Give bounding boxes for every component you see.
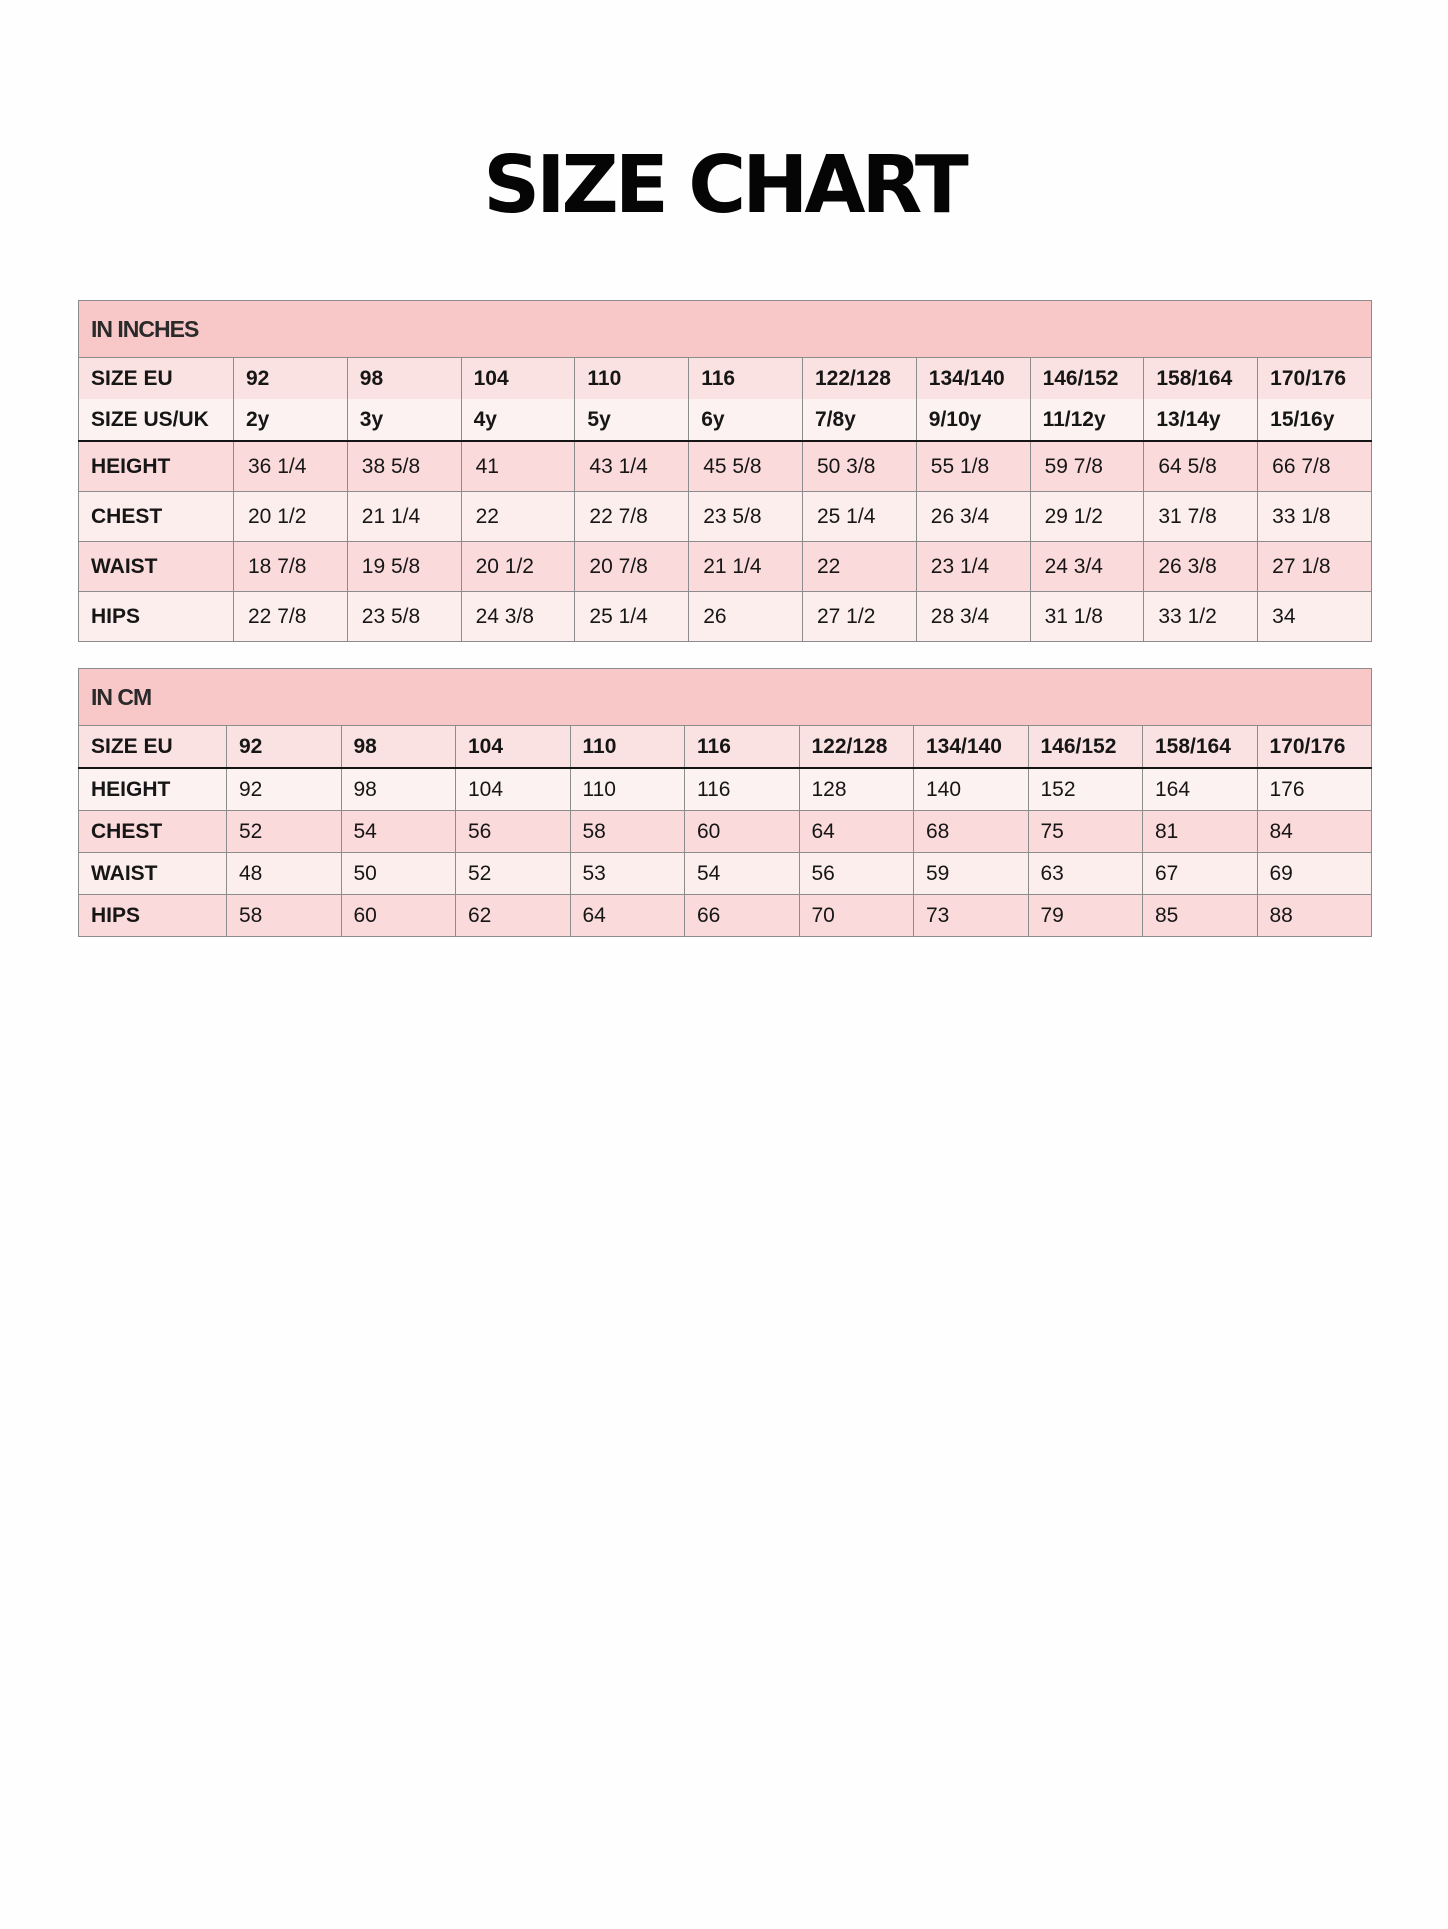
table-cell: 116: [685, 768, 800, 811]
size-us-cell: 15/16y: [1258, 399, 1372, 441]
size-eu-cell: 158/164: [1144, 358, 1258, 400]
row-label: WAIST: [79, 542, 234, 592]
table-cell: 20 1/2: [234, 492, 348, 542]
size-eu-cell: 122/128: [799, 726, 914, 769]
table-cell: 26 3/8: [1144, 542, 1258, 592]
size-eu-cell: 92: [234, 358, 348, 400]
table-cell: 92: [227, 768, 342, 811]
table-row: [79, 592, 1372, 642]
table-cell: 56: [799, 853, 914, 895]
table-cell: 64: [570, 895, 685, 937]
size-us-cell: 13/14y: [1144, 399, 1258, 441]
table-cell: 140: [914, 768, 1029, 811]
size-us-cell: 9/10y: [916, 399, 1030, 441]
table-cell: 66: [685, 895, 800, 937]
table-cell: 104: [456, 768, 571, 811]
table-cell: 26 3/4: [916, 492, 1030, 542]
row-label: CHEST: [79, 811, 227, 853]
size-eu-cell: 116: [689, 358, 803, 400]
size-eu-cell: 98: [347, 358, 461, 400]
table-cell: 48: [227, 853, 342, 895]
table-cell: 36 1/4: [234, 441, 348, 492]
table-cell: 54: [341, 811, 456, 853]
table-cell: 25 1/4: [802, 492, 916, 542]
size-eu-cell: 134/140: [916, 358, 1030, 400]
size-eu-cell: 170/176: [1258, 358, 1372, 400]
table-cell: 24 3/8: [461, 592, 575, 642]
table-cell: 66 7/8: [1258, 441, 1372, 492]
table-row: [79, 768, 1372, 811]
table-cell: 31 1/8: [1030, 592, 1144, 642]
table-cell: 64 5/8: [1144, 441, 1258, 492]
table-cell: 33 1/2: [1144, 592, 1258, 642]
size-eu-cell: 104: [456, 726, 571, 769]
table-row: [79, 895, 1372, 937]
table-cell: 53: [570, 853, 685, 895]
table-cell: 41: [461, 441, 575, 492]
table-cell: 23 5/8: [689, 492, 803, 542]
table-cell: 85: [1143, 895, 1258, 937]
table-cell: 164: [1143, 768, 1258, 811]
table-row: [79, 542, 1372, 592]
table-cell: 27 1/8: [1258, 542, 1372, 592]
table-cell: 27 1/2: [802, 592, 916, 642]
table-cell: 22 7/8: [234, 592, 348, 642]
table-cell: 22: [802, 542, 916, 592]
size-eu-cell: 146/152: [1028, 726, 1143, 769]
table-cell: 45 5/8: [689, 441, 803, 492]
table-cell: 18 7/8: [234, 542, 348, 592]
table-cell: 152: [1028, 768, 1143, 811]
table-cell: 63: [1028, 853, 1143, 895]
row-label: WAIST: [79, 853, 227, 895]
cm-size-table: [78, 668, 1372, 937]
table-cell: 50: [341, 853, 456, 895]
table-cell: 58: [227, 895, 342, 937]
row-label: HEIGHT: [79, 768, 227, 811]
table-row: [79, 492, 1372, 542]
table-cell: 59: [914, 853, 1029, 895]
size-us-cell: 3y: [347, 399, 461, 441]
size-eu-cell: 110: [570, 726, 685, 769]
table-cell: 98: [341, 768, 456, 811]
table-cell: 64: [799, 811, 914, 853]
cm-section-header: IN CM: [79, 669, 1372, 726]
table-cell: 23 1/4: [916, 542, 1030, 592]
table-cell: 60: [341, 895, 456, 937]
size-eu-cell: 110: [575, 358, 689, 400]
table-cell: 31 7/8: [1144, 492, 1258, 542]
table-cell: 84: [1257, 811, 1372, 853]
table-cell: 20 7/8: [575, 542, 689, 592]
table-cell: 25 1/4: [575, 592, 689, 642]
table-cell: 110: [570, 768, 685, 811]
table-cell: 58: [570, 811, 685, 853]
table-cell: 81: [1143, 811, 1258, 853]
inches-size-eu-row: [79, 358, 1372, 400]
table-cell: 70: [799, 895, 914, 937]
size-eu-cell: 158/164: [1143, 726, 1258, 769]
table-cell: 88: [1257, 895, 1372, 937]
table-cell: 19 5/8: [347, 542, 461, 592]
size-us-cell: 7/8y: [802, 399, 916, 441]
table-cell: 24 3/4: [1030, 542, 1144, 592]
table-cell: 28 3/4: [916, 592, 1030, 642]
table-cell: 52: [456, 853, 571, 895]
size-eu-cell: 146/152: [1030, 358, 1144, 400]
table-row: [79, 441, 1372, 492]
row-label: HEIGHT: [79, 441, 234, 492]
inches-size-us-row: [79, 399, 1372, 441]
table-cell: 55 1/8: [916, 441, 1030, 492]
table-cell: 59 7/8: [1030, 441, 1144, 492]
size-eu-cell: 170/176: [1257, 726, 1372, 769]
size-us-cell: 11/12y: [1030, 399, 1144, 441]
table-cell: 73: [914, 895, 1029, 937]
size-us-cell: 2y: [234, 399, 348, 441]
size-us-cell: 4y: [461, 399, 575, 441]
size-us-cell: 6y: [689, 399, 803, 441]
size-eu-cell: 134/140: [914, 726, 1029, 769]
row-label: SIZE EU: [79, 358, 234, 400]
table-cell: 29 1/2: [1030, 492, 1144, 542]
cm-size-eu-row: [79, 726, 1372, 769]
size-eu-cell: 92: [227, 726, 342, 769]
table-cell: 21 1/4: [347, 492, 461, 542]
inches-section-header: IN INCHES: [79, 301, 1372, 358]
table-cell: 22 7/8: [575, 492, 689, 542]
table-cell: 69: [1257, 853, 1372, 895]
row-label: HIPS: [79, 895, 227, 937]
table-row: [79, 853, 1372, 895]
page-title: SIZE CHART: [483, 139, 965, 231]
table-cell: 128: [799, 768, 914, 811]
table-cell: 75: [1028, 811, 1143, 853]
row-label: CHEST: [79, 492, 234, 542]
row-label: HIPS: [79, 592, 234, 642]
table-cell: 33 1/8: [1258, 492, 1372, 542]
row-label: SIZE EU: [79, 726, 227, 769]
table-cell: 38 5/8: [347, 441, 461, 492]
table-cell: 176: [1257, 768, 1372, 811]
size-us-cell: 5y: [575, 399, 689, 441]
table-cell: 34: [1258, 592, 1372, 642]
table-cell: 68: [914, 811, 1029, 853]
table-cell: 56: [456, 811, 571, 853]
table-cell: 26: [689, 592, 803, 642]
table-cell: 20 1/2: [461, 542, 575, 592]
table-cell: 62: [456, 895, 571, 937]
table-cell: 79: [1028, 895, 1143, 937]
inches-size-table: [78, 300, 1372, 642]
table-cell: 60: [685, 811, 800, 853]
size-eu-cell: 104: [461, 358, 575, 400]
row-label: SIZE US/UK: [79, 399, 234, 441]
size-eu-cell: 98: [341, 726, 456, 769]
table-cell: 50 3/8: [802, 441, 916, 492]
table-cell: 52: [227, 811, 342, 853]
table-cell: 67: [1143, 853, 1258, 895]
table-cell: 23 5/8: [347, 592, 461, 642]
table-row: [79, 811, 1372, 853]
table-cell: 43 1/4: [575, 441, 689, 492]
table-cell: 22: [461, 492, 575, 542]
size-eu-cell: 116: [685, 726, 800, 769]
table-cell: 21 1/4: [689, 542, 803, 592]
table-cell: 54: [685, 853, 800, 895]
size-eu-cell: 122/128: [802, 358, 916, 400]
